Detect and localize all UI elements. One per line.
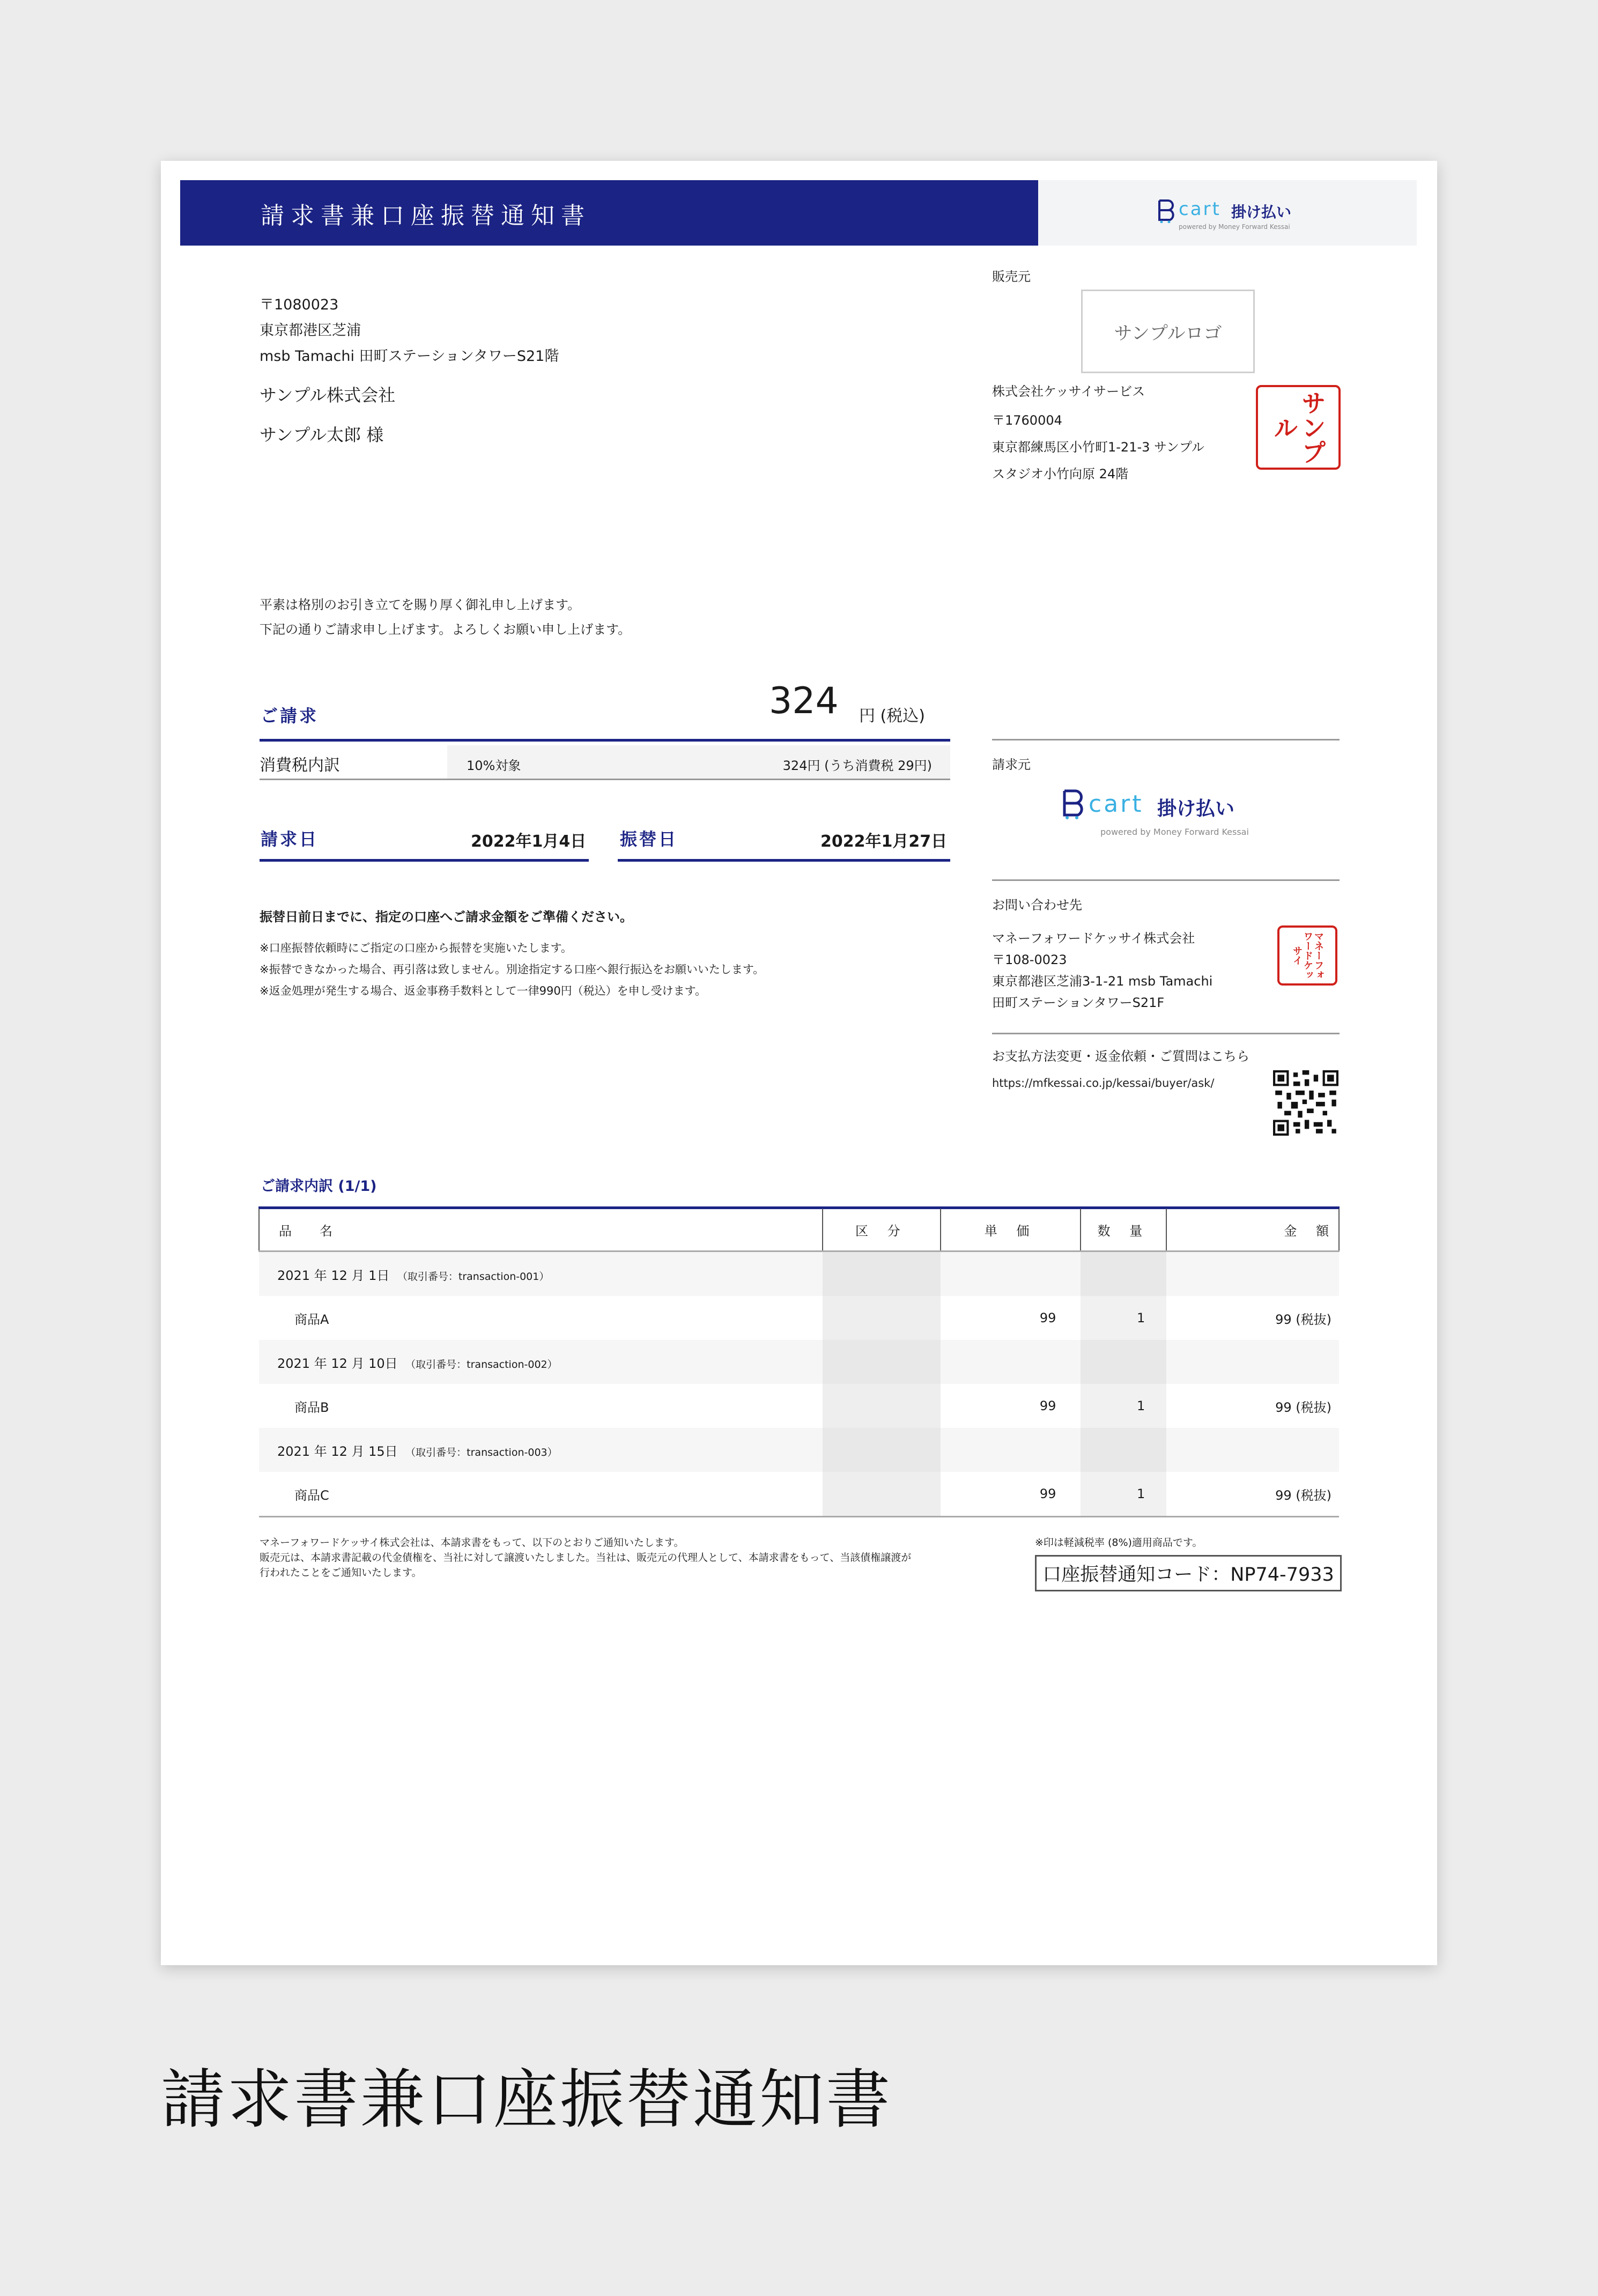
seller-postal: 〒1760004 bbox=[992, 413, 1062, 428]
title-bar bbox=[180, 180, 1038, 246]
row-item: 商品C bbox=[294, 1487, 329, 1503]
notice-note3: ※返金処理が発生する場合、返金事務手数料として一律990円（税込）を申し受けます。 bbox=[260, 984, 706, 997]
details-table bbox=[258, 1209, 1340, 1517]
billing-amount-unit: 円 (税込) bbox=[859, 707, 925, 725]
row-qty: 1 bbox=[1081, 1472, 1166, 1517]
row-item: 商品A bbox=[294, 1312, 329, 1327]
seller-company: 株式会社ケッサイサービス bbox=[992, 384, 1145, 399]
row-date: 2021 年 12 月 10日 bbox=[277, 1356, 398, 1371]
billing-rule bbox=[260, 739, 950, 742]
transfer-code: 口座振替通知コード：NP74-7933 bbox=[1042, 1564, 1334, 1586]
bcart-brand: cart bbox=[1179, 198, 1221, 220]
notice-note1: ※口座振替依頼時にご指定の口座から振替を実施いたします。 bbox=[260, 942, 572, 954]
row-date: 2021 年 12 月 1日 bbox=[277, 1268, 390, 1283]
table-row bbox=[259, 1251, 1339, 1297]
billing-amount: 324 bbox=[769, 680, 839, 722]
notice-note2: ※振替できなかった場合、再引落は致しません。別途指定する口座へ銀行振込をお願いいたします。 bbox=[260, 963, 765, 976]
invoice-date-label: 請求日 bbox=[261, 829, 319, 849]
bcart-powered: powered by Money Forward Kessai bbox=[1179, 223, 1290, 231]
contact-rule bbox=[992, 879, 1340, 881]
recipient-address1: 東京都港区芝浦 bbox=[260, 322, 361, 339]
table-row bbox=[259, 1472, 1339, 1517]
row-txn: （取引番号：transaction-002） bbox=[410, 1358, 558, 1371]
row-amount: 99 (税抜) bbox=[1275, 1399, 1331, 1415]
seller-seal bbox=[1256, 385, 1341, 470]
seller-address2: スタジオ小竹向原 24階 bbox=[992, 466, 1129, 482]
invoice-date: 2022年1月4日 bbox=[471, 832, 587, 851]
header-name: 品 名 bbox=[259, 1209, 823, 1251]
table-row bbox=[259, 1428, 1339, 1472]
bcart-brand: cart bbox=[1089, 790, 1144, 818]
document-title: 請求書兼口座振替通知書 bbox=[261, 202, 591, 229]
transfer-code-box bbox=[1035, 1555, 1342, 1591]
bcart-suffix: 掛け払い bbox=[1231, 203, 1292, 221]
bcart-b-icon bbox=[1062, 788, 1085, 819]
support-label: お支払方法変更・返金依頼・ご質問はこちら bbox=[992, 1049, 1249, 1064]
contact-company: マネーフォワードケッサイ株式会社 bbox=[992, 931, 1195, 946]
bcart-logo-header bbox=[1038, 180, 1417, 246]
reduced-tax-note: ※印は軽減税率 (8%)適用商品です。 bbox=[1035, 1537, 1203, 1549]
row-txn: （取引番号：transaction-001） bbox=[402, 1270, 550, 1283]
support-rule bbox=[992, 1033, 1340, 1034]
row-qty: 1 bbox=[1081, 1296, 1166, 1340]
details-header-row bbox=[259, 1209, 1339, 1251]
tax-rate: 10%対象 bbox=[467, 758, 521, 773]
transfer-date: 2022年1月27日 bbox=[820, 832, 948, 851]
seller-seal-text: サンプル bbox=[1270, 390, 1327, 464]
notice-main: 振替日前日までに、指定の口座へご請求金額をご準備ください。 bbox=[260, 909, 633, 924]
seller-logo-text: サンプルロゴ bbox=[1114, 322, 1222, 344]
table-row bbox=[259, 1384, 1339, 1428]
contact-address1: 東京都港区芝浦3-1-21 msb Tamachi bbox=[992, 974, 1213, 989]
seller-address1: 東京都練馬区小竹町1-21-3 サンプル bbox=[992, 440, 1204, 455]
row-amount: 99 (税抜) bbox=[1275, 1487, 1331, 1503]
claimant-label: 請求元 bbox=[992, 757, 1031, 772]
caption: 請求書兼口座振替通知書 bbox=[161, 2063, 892, 2137]
seller-logo-placeholder bbox=[1081, 290, 1255, 373]
row-unit: 99 bbox=[1039, 1310, 1056, 1325]
footer-line3: 行われたことをご通知いたします。 bbox=[260, 1567, 422, 1579]
header-kubun: 区 分 bbox=[823, 1209, 941, 1251]
transfer-date-rule bbox=[618, 859, 950, 862]
transfer-date-label: 振替日 bbox=[620, 829, 678, 849]
table-row bbox=[259, 1296, 1339, 1340]
greeting-line2: 下記の通りご請求申し上げます。よろしくお願い申し上げます。 bbox=[260, 622, 631, 637]
qr-code-icon[interactable] bbox=[1273, 1070, 1338, 1136]
row-date: 2021 年 12 月 15日 bbox=[277, 1443, 398, 1459]
invoice-date-rule bbox=[260, 859, 589, 862]
greeting-line1: 平素は格別のお引き立てを賜り厚く御礼申し上げます。 bbox=[260, 597, 581, 612]
bcart-b-icon bbox=[1157, 198, 1177, 223]
contact-label: お問い合わせ先 bbox=[992, 898, 1082, 913]
seller-label: 販売元 bbox=[992, 269, 1031, 284]
bcart-suffix: 掛け払い bbox=[1157, 798, 1235, 820]
invoice-page bbox=[161, 161, 1437, 1965]
contact-postal: 〒108-0023 bbox=[992, 952, 1067, 967]
bcart-logo-claimant bbox=[1062, 788, 1287, 847]
tax-row bbox=[260, 745, 950, 780]
contact-seal-text: マネーフォワードケッサイ bbox=[1291, 931, 1324, 980]
row-item: 商品B bbox=[294, 1399, 329, 1415]
header-amount: 金 額 bbox=[1166, 1209, 1339, 1251]
billing-label: ご請求 bbox=[261, 706, 319, 726]
row-unit: 99 bbox=[1039, 1398, 1056, 1413]
contact-seal bbox=[1277, 925, 1337, 986]
bcart-powered: powered by Money Forward Kessai bbox=[1100, 827, 1249, 837]
tax-label: 消費税内訳 bbox=[260, 756, 340, 775]
header-qty: 数 量 bbox=[1081, 1209, 1166, 1251]
recipient-company: サンプル株式会社 bbox=[260, 385, 396, 405]
footer-line2: 販売元は、本請求書記載の代金債権を、当社に対して譲渡いたしました。当社は、販売元の代理人として、本請求書をもって、当該債権譲渡が bbox=[260, 1552, 912, 1564]
row-qty: 1 bbox=[1081, 1384, 1166, 1428]
header-unit: 単 価 bbox=[941, 1209, 1081, 1251]
row-unit: 99 bbox=[1039, 1486, 1056, 1501]
recipient-postal: 〒1080023 bbox=[260, 297, 339, 313]
support-url[interactable]: https://mfkessai.co.jp/kessai/buyer/ask/ bbox=[992, 1077, 1215, 1090]
contact-address2: 田町ステーションタワーS21F bbox=[992, 995, 1165, 1010]
recipient-person: サンプル太郎 様 bbox=[260, 425, 384, 445]
table-row bbox=[259, 1340, 1339, 1384]
tax-amount: 324円 (うち消費税 29円) bbox=[782, 758, 932, 773]
footer-line1: マネーフォワードケッサイ株式会社は、本請求書をもって、以下のとおりご通知いたします。 bbox=[260, 1537, 684, 1549]
claimant-rule bbox=[992, 739, 1340, 740]
row-txn: （取引番号：transaction-003） bbox=[410, 1446, 558, 1458]
details-title: ご請求内訳 (1/1) bbox=[261, 1178, 377, 1195]
recipient-address2: msb Tamachi 田町ステーションタワーS21階 bbox=[260, 348, 559, 365]
row-amount: 99 (税抜) bbox=[1275, 1312, 1331, 1327]
